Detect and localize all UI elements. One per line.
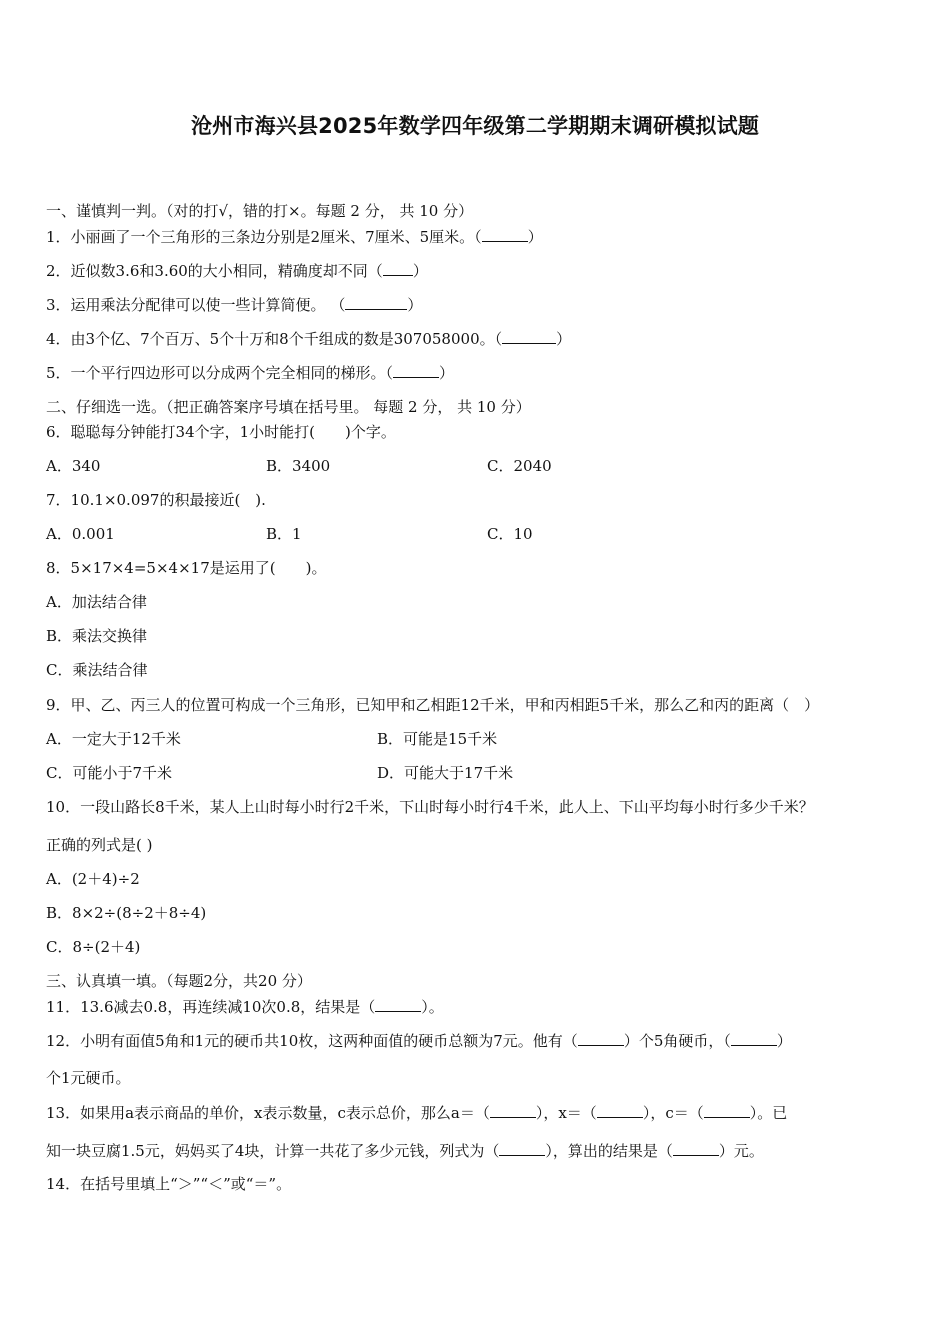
question-12-text-c: ） [776,1032,792,1050]
question-1-end: ） [527,228,543,246]
question-11-text: 11．13.6减去0.8，再连续减10次0.8，结果是（ [46,998,376,1016]
question-1 [46,226,543,247]
question-5-end: ） [439,364,455,382]
question-4 [46,328,571,349]
question-8: 8．5×17×4=5×4×17是运用了( )。 [46,559,327,577]
question-7-option-c[interactable]: C．10 [487,525,533,543]
question-9-option-c[interactable]: C．可能小于7千米 [46,764,173,782]
question-14: 14．在括号里填上“＞”“＜”或“＝”。 [46,1175,292,1193]
question-6: 6．聪聪每分钟能打34个字，1小时能打( )个字。 [46,423,396,441]
question-12-text-b: ）个5角硬币，（ [623,1032,731,1050]
question-9-option-a[interactable]: A．一定大于12千米 [46,730,181,748]
question-7-option-a[interactable]: A．0.001 [46,525,115,543]
question-13 [46,1102,787,1123]
question-4-end: ） [556,330,572,348]
answer-blank[interactable] [731,1030,777,1046]
question-7-option-b[interactable]: B．1 [266,525,302,543]
answer-blank[interactable] [375,996,421,1012]
question-10-option-a[interactable]: A．(2＋4)÷2 [46,870,140,888]
answer-blank[interactable] [704,1102,750,1118]
question-13-text-b: ），x＝（ [535,1104,597,1122]
answer-blank[interactable] [393,362,439,378]
answer-blank[interactable] [490,1102,536,1118]
question-6-option-c[interactable]: C．2040 [487,457,552,475]
section-1-heading: 一、谨慎判一判。（对的打√，错的打×。每题 2 分， 共 10 分） [46,202,474,220]
question-9-option-d[interactable]: D．可能大于17千米 [377,764,514,782]
question-10: 10．一段山路长8千米，某人上山时每小时行2千米，下山时每小时行4千米，此人上、下山平均每小时行多少千米？ [46,798,814,816]
question-11-end: ）。 [421,998,444,1016]
exam-title: 沧州市海兴县2025年数学四年级第二学期期末调研模拟试题 [190,114,760,138]
answer-blank[interactable] [578,1030,624,1046]
question-13-text-c: ），c＝（ [642,1104,704,1122]
question-7: 7．10.1×0.097的积最接近( ). [46,491,266,509]
question-12 [46,1030,792,1051]
question-10-line-2: 正确的列式是( ) [46,836,153,854]
answer-blank[interactable] [502,328,556,344]
question-1-text: 1．小丽画了一个三角形的三条边分别是2厘米、7厘米、5厘米。（ [46,228,482,246]
question-6-option-b[interactable]: B．3400 [266,457,331,475]
question-5 [46,362,454,383]
question-2 [46,260,428,281]
question-12-text-a: 12．小明有面值5角和1元的硬币共10枚，这两种面值的硬币总额为7元。他有（ [46,1032,578,1050]
question-10-option-b[interactable]: B．8×2÷(8÷2＋8÷4) [46,904,207,922]
question-13-line-2 [46,1140,764,1161]
question-3-end: ） [407,296,423,314]
answer-blank[interactable] [383,260,413,276]
question-11 [46,996,444,1017]
answer-blank[interactable] [673,1140,719,1156]
answer-blank[interactable] [597,1102,643,1118]
question-8-option-b[interactable]: B．乘法交换律 [46,627,148,645]
question-10-option-c[interactable]: C．8÷(2＋4) [46,938,141,956]
question-13-text-a: 13．如果用a表示商品的单价，x表示数量，c表示总价，那么a＝（ [46,1104,490,1122]
question-6-option-a[interactable]: A．340 [46,457,101,475]
question-9-option-b[interactable]: B．可能是15千米 [377,730,498,748]
question-13-text-f: ），算出的结果是（ [545,1142,673,1160]
section-3-heading: 三、认真填一填。（每题2分，共20 分） [46,972,312,990]
question-3 [46,294,422,315]
question-4-text: 4．由3个亿、7个百万、5个十万和8个千组成的数是307058000。（ [46,330,503,348]
question-5-text: 5．一个平行四边形可以分成两个完全相同的梯形。（ [46,364,394,382]
question-2-end: ） [412,262,428,280]
question-8-option-c[interactable]: C．乘法结合律 [46,661,148,679]
question-12-line-2: 个1元硬币。 [46,1069,131,1087]
question-3-text: 3．运用乘法分配律可以使一些计算简便。 （ [46,296,346,314]
answer-blank[interactable] [482,226,528,242]
answer-blank[interactable] [499,1140,545,1156]
question-9: 9．甲、乙、丙三人的位置可构成一个三角形，已知甲和乙相距12千米，甲和丙相距5千米，那么乙和丙的距离（ ） [46,696,820,714]
answer-blank[interactable] [345,294,407,310]
question-8-option-a[interactable]: A．加法结合律 [46,593,147,611]
question-13-text-e: 知一块豆腐1.5元，妈妈买了4块，计算一共花了多少元钱，列式为（ [46,1142,500,1160]
question-13-text-g: ）元。 [718,1142,764,1160]
section-2-heading: 二、仔细选一选。（把正确答案序号填在括号里。 每题 2 分， 共 10 分） [46,398,531,416]
question-13-text-d: ）。已 [749,1104,788,1122]
question-2-text: 2．近似数3.6和3.60的大小相同，精确度却不同（ [46,262,383,280]
